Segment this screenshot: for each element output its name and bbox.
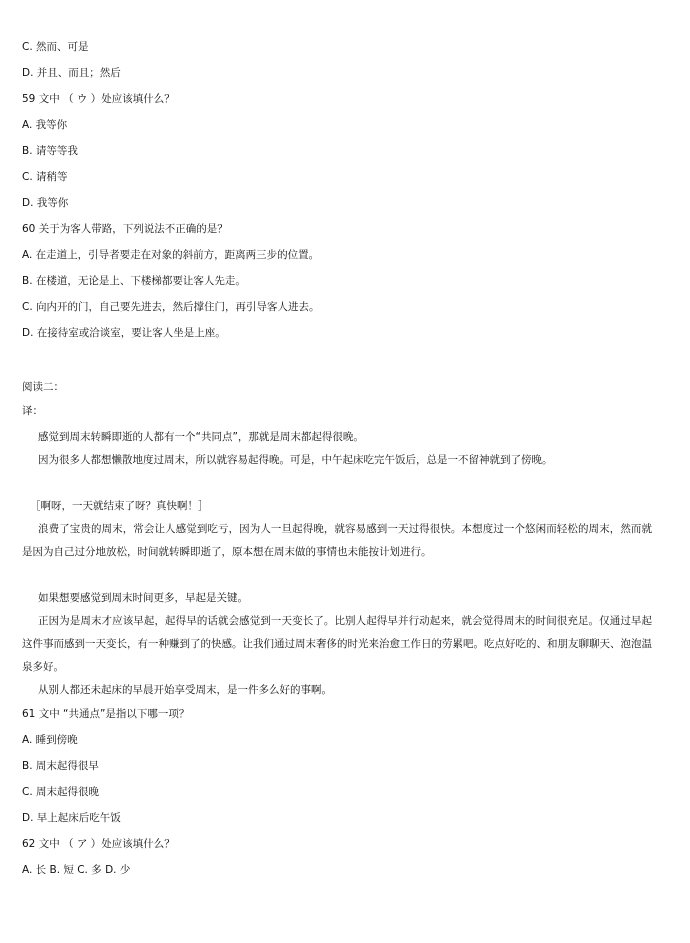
reading-paragraph-7: 从别人都还未起床的早晨开始享受周末，是一件多么好的事啊。 [38,684,332,696]
q58-option-d: D. 并且、而且；然后 [22,67,121,79]
q58-option-c: C. 然而、可是 [22,41,89,53]
translation-label: 译： [22,405,43,417]
q62-question: 62 文中 （ ア ）处应该填什么？ [22,838,175,850]
q61-question: 61 文中 “共通点”是指以下哪一项？ [22,708,190,720]
q61-option-c: C. 周末起得很晚 [22,786,100,798]
q60-option-a: A. 在走道上，引导者要走在对象的斜前方，距离两三步的位置。 [22,249,320,261]
reading-paragraph-4: 浪费了宝贵的周末，常会让人感觉到吃亏，因为人一旦起得晚，就容易感到一天过得很快。本想度过一个悠闲而轻松的周末，然而就是因为自己过分地放松，时间就转瞬即逝了，原本想在周末做的事情也未能按计划进行。 [22,523,652,558]
q60-option-c: C. 向内开的门，自己要先进去，然后撑住门，再引导客人进去。 [22,301,320,313]
reading-heading: 阅读二： [22,381,64,393]
q60-option-b: B. 在楼道，无论是上、下楼梯都要让客人先走。 [22,275,246,287]
q61-option-d: D. 早上起床后吃午饭 [22,812,121,824]
q59-option-a: A. 我等你 [22,119,68,131]
q59-option-d: D. 我等你 [22,197,69,209]
reading-paragraph-3: ［啊呀，一天就结束了呀？真快啊！］ [30,500,209,512]
q62-options: A. 长 B. 短 C. 多 D. 少 [22,864,131,876]
q61-option-b: B. 周末起得很早 [22,760,99,772]
reading-paragraph-1: 感觉到周末转瞬即逝的人都有一个“共同点”，那就是周末都起得很晚。 [38,431,364,443]
q60-option-d: D. 在接待室或洽谈室，要让客人坐是上座。 [22,327,226,339]
q59-question: 59 文中 （ ウ ）处应该填什么？ [22,93,175,105]
q61-option-a: A. 睡到傍晚 [22,734,78,746]
reading-paragraph-5: 如果想要感觉到周末时间更多，早起是关键。 [38,592,248,604]
q59-option-b: B. 请等等我 [22,145,78,157]
reading-paragraph-6: 正因为是周末才应该早起，起得早的话就会感觉到一天变长了。比别人起得早并行动起来，就会觉得周末的时间很充足。仅通过早起这件事而感到一天变长，有一种赚到了的快感。让我们通过周末奢侈的时光来治愈工作日的劳累吧。吃点好吃的、和朋友聊聊天、泡泡温泉多好。 [22,615,652,673]
q59-option-c: C. 请稍等 [22,171,68,183]
reading-paragraph-2: 因为很多人都想懒散地度过周末，所以就容易起得晚。可是，中午起床吃完午饭后，总是一不留神就到了傍晚。 [38,454,553,466]
q60-question: 60 关于为客人带路，下列说法不正确的是？ [22,223,228,235]
